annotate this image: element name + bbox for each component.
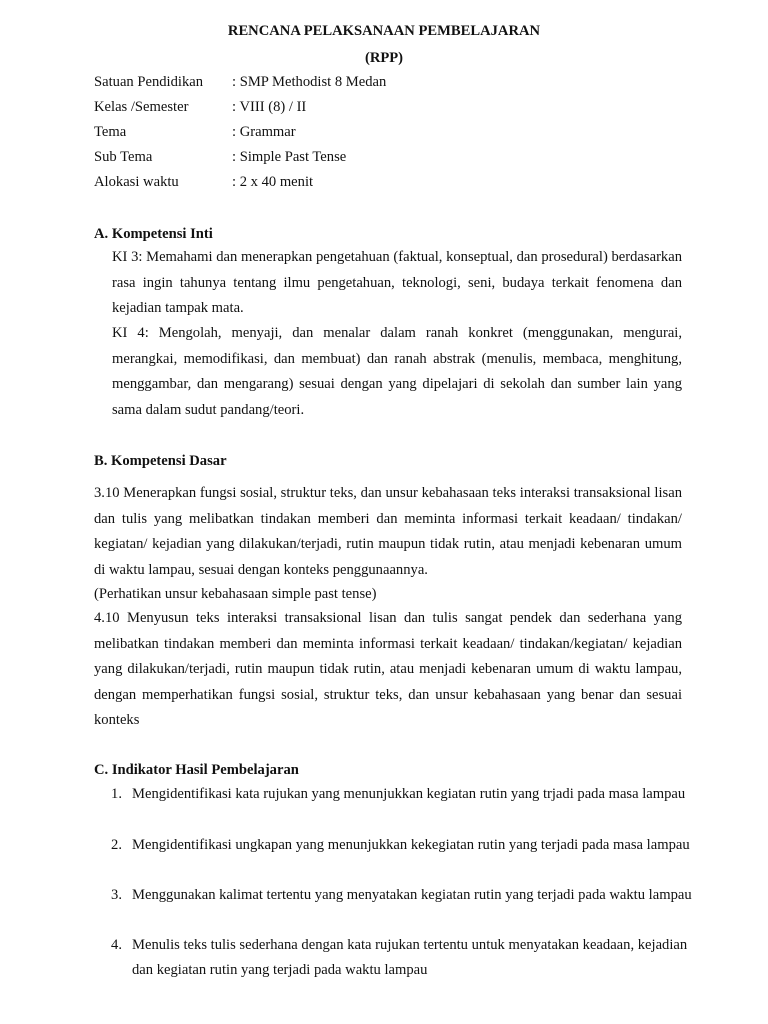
list-text: Mengidentifikasi ungkapan yang menunjukkan kekegiatan rutin yang terjadi pada masa lampau <box>132 837 690 853</box>
ki3-paragraph: KI 3: Memahami dan menerapkan pengetahuan (faktual, konseptual, dan prosedural) berdasarkan rasa ingin tahunya tentang ilmu pengetahuan, teknologi, seni, budaya terkait fenomena dan kejadian tampak mata. <box>112 249 682 316</box>
info-value: : Simple Past Tense <box>232 149 347 165</box>
list-text: Menggunakan kalimat tertentu yang menyatakan kegiatan rutin yang terjadi pada waktu lampau <box>132 887 692 903</box>
info-value: : Grammar <box>232 124 296 140</box>
info-value: : SMP Methodist 8 Medan <box>232 74 387 90</box>
list-text: Menulis teks tulis sederhana dengan kata rujukan tertentu untuk menyatakan keadaan, kejadian dan kegiatan rutin yang terjadi pada waktu lampau <box>132 937 688 978</box>
section-b-heading: B. Kompetensi Dasar <box>94 453 227 469</box>
info-label: Alokasi waktu <box>94 174 179 190</box>
info-label: Satuan Pendidikan <box>94 74 204 90</box>
kd-3-10-paragraph: 3.10 Menerapkan fungsi sosial, struktur teks, dan unsur kebahasaan teks interaksi transaksional lisan dan tulis yang melibatkan tindakan memberi dan meminta informasi terkait keadaan/ tindakan/ kegiatan/ kejadian yang dilakukan/terjadi, rutin maupun tidak rutin, atau menjadi kebenaran umum di waktu lampau, sesuai dengan konteks penggunaannya. <box>94 485 682 578</box>
list-number: 2. <box>111 837 122 853</box>
kd-4-10-paragraph: 4.10 Menyusun teks interaksi transaksional lisan dan tulis sangat pendek dan sederhana yang melibatkan tindakan memberi dan meminta informasi terkait keadaan/ tindakan/kegiatan/ kejadian yang dilakukan/terjadi, rutin maupun tidak rutin, atau menjadi kebenaran umum di waktu lampau, dengan memperhatikan fungsi sosial, struktur teks, dan unsur kebahasaan yang benar dan sesuai konteks <box>94 610 682 728</box>
info-value: : VIII (8) / II <box>232 99 307 115</box>
ki4-paragraph: KI 4: Mengolah, menyaji, dan menalar dalam ranah konkret (menggunakan, mengurai, merangkai, memodifikasi, dan membuat) dan ranah abstrak (menulis, membaca, menghitung, menggambar, dan mengarang) sesuai dengan yang dipelajari di sekolah dan sumber lain yang sama dalam sudut pandang/teori. <box>112 325 682 418</box>
info-label: Kelas /Semester <box>94 99 189 115</box>
info-value: : 2 x 40 menit <box>232 174 314 190</box>
section-a-heading: A. Kompetensi Inti <box>94 226 213 242</box>
list-number: 4. <box>111 937 122 953</box>
document-title: RENCANA PELAKSANAAN PEMBELAJARAN <box>227 23 541 39</box>
list-text: Mengidentifikasi kata rujukan yang menunjukkan kegiatan rutin yang trjadi pada masa lampau <box>132 786 686 802</box>
list-number: 3. <box>111 887 122 903</box>
info-label: Sub Tema <box>94 149 153 165</box>
info-label: Tema <box>94 124 127 140</box>
kd-3-10-note: (Perhatikan unsur kebahasaan simple past tense) <box>94 586 377 602</box>
document-subtitle: (RPP) <box>364 50 404 66</box>
list-number: 1. <box>111 786 122 802</box>
section-c-heading: C. Indikator Hasil Pembelajaran <box>94 762 299 778</box>
